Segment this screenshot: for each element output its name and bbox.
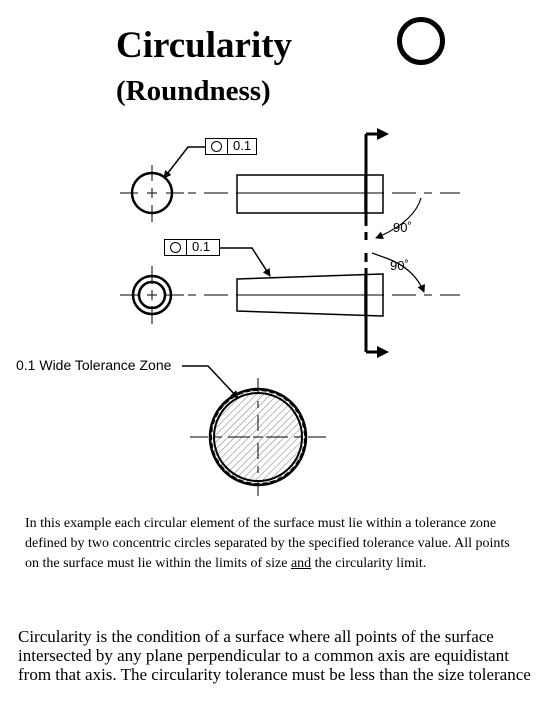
feature-control-frame-top xyxy=(205,138,257,155)
explanation-text xyxy=(25,514,517,574)
tolerance-zone-label: 0.1 Wide Tolerance Zone xyxy=(16,357,172,373)
explanation-underlined: and xyxy=(290,556,312,571)
page-subtitle: (Roundness) xyxy=(116,75,271,107)
frame-symbol-cell xyxy=(206,139,228,154)
angle-label-bottom: 90˚ xyxy=(390,258,409,273)
tolerance-zone-circle xyxy=(190,377,326,497)
definition-text: Circularity is the condition of a surface where all points of the surface intersected by any plane perpendicular to a common axis are equidistant from that axis. The circularity tolerance must be less than the size tolerance xyxy=(18,627,531,684)
feature-control-frame-bottom xyxy=(164,239,220,256)
side-view-cylinder xyxy=(188,175,460,213)
circle-icon xyxy=(170,242,181,253)
end-view-circle-bottom xyxy=(120,266,184,324)
explanation-main: In this example each circular element of the surface must lie within a tolerance zone defined by two concentric circles separated by the specified tolerance value. All points on the surface must lie within the limits of size xyxy=(25,516,510,571)
cutting-plane-line xyxy=(366,128,389,358)
side-view-taper xyxy=(188,274,460,316)
end-view-circle-top xyxy=(120,165,184,222)
angle-arrow-bottom-tail xyxy=(372,253,386,258)
circle-icon xyxy=(211,141,222,152)
angle-label-top: 90˚ xyxy=(393,220,412,235)
leader-arrow-top xyxy=(164,147,205,178)
explanation-end: the circularity limit. xyxy=(311,556,427,571)
frame-tolerance-value: 0.1 xyxy=(192,239,211,254)
leader-arrow-bottom xyxy=(220,248,270,276)
tolerance-zone-leader xyxy=(182,366,238,398)
frame-symbol-cell xyxy=(165,240,187,255)
page-title: Circularity xyxy=(116,25,293,66)
frame-tolerance-value: 0.1 xyxy=(233,138,252,153)
